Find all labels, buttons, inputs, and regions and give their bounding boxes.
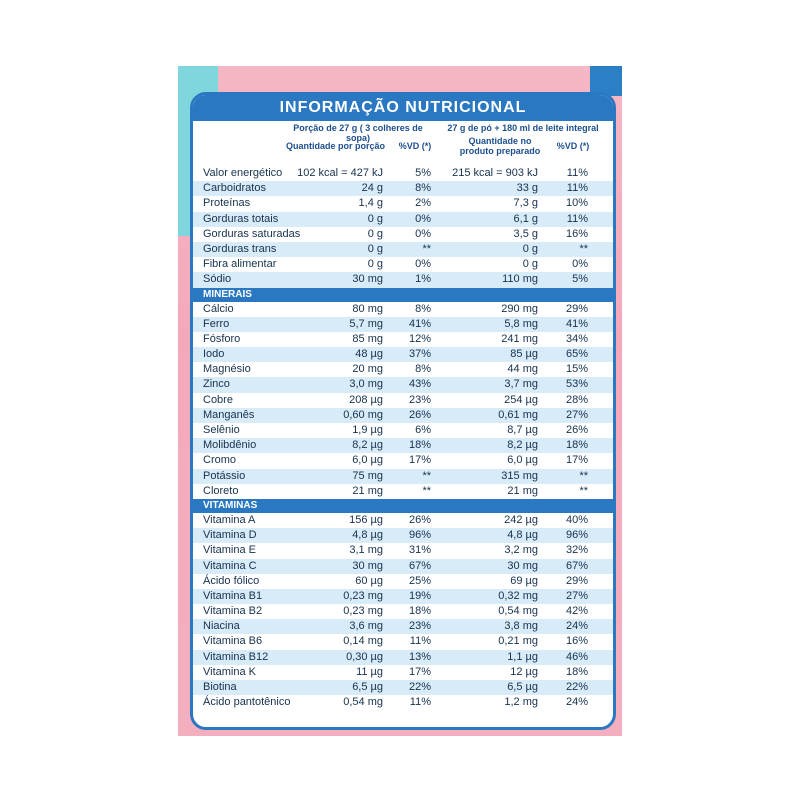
nutrient-row [193,680,613,695]
vd-prepared: 65% [565,348,588,361]
qty-per-portion: 48 µg [355,348,383,361]
nutrient-row [193,438,613,453]
nutrient-row [193,196,613,211]
qty-prepared: 3,8 mg [504,620,538,633]
qty-prepared: 5,8 mg [504,317,538,330]
nutrient-row [193,166,613,181]
nutrient-row [193,634,613,649]
qty-prepared: 4,8 µg [507,529,538,542]
vd-per-portion: 41% [408,317,431,330]
qty-per-portion: 6,0 µg [352,454,383,467]
vd2-heading: %VD (*) [556,141,590,151]
nutrient-row [193,393,613,408]
qty-prepared: 215 kcal = 903 kJ [452,167,538,179]
nutrient-name: Vitamina B2 [203,605,263,618]
qty-per-portion: 85 mg [352,332,383,345]
nutrient-name: Vitamina B12 [203,650,269,663]
vd-per-portion: 23% [408,620,431,633]
vd-prepared: 29% [565,574,588,587]
qty-per-portion: 3,6 mg [349,620,383,633]
vd-per-portion: 37% [408,348,431,361]
nutrient-name: Iodo [203,348,225,361]
vd-per-portion: 22% [408,681,431,693]
nutrient-name: Zinco [203,378,230,391]
nutrient-row [193,469,613,484]
vd-prepared: 53% [565,378,588,391]
vd-per-portion: 26% [408,513,431,526]
qty-prepared: 6,1 g [513,212,538,225]
nutrient-name: Fósforo [203,332,241,345]
nutrient-name: Vitamina B6 [203,635,263,648]
qty-prepared: 110 mg [502,273,538,286]
vd-prepared: 67% [565,559,588,572]
qty-per-portion: 102 kcal = 427 kJ [297,167,383,179]
nutrient-row [193,513,613,528]
qty-prepared: 3,2 mg [504,544,538,557]
nutrient-row [193,302,613,317]
nutrient-name: Carboidratos [203,182,266,195]
qty-per-portion: 60 µg [355,574,383,587]
qty-per-portion: 0,60 mg [343,408,383,421]
qty-per-portion: 0,54 mg [343,696,383,709]
nutrient-row [193,543,613,558]
nutrition-title: INFORMAÇÃO NUTRICIONAL [193,95,613,121]
vd-prepared: 10% [565,197,588,210]
qty-prepared: 290 mg [501,302,538,315]
nutrient-name: Gorduras trans [203,242,277,255]
qty-prepared: 241 mg [501,332,538,345]
nutrition-facts-panel [190,92,616,730]
nutrient-name: Biotina [203,681,237,693]
nutrient-row [193,589,613,604]
nutrient-name: Ferro [203,317,230,330]
section-heading: MINERAIS [193,288,613,302]
vd-per-portion: 8% [415,363,431,376]
qty-per-portion: 0,23 mg [343,589,383,602]
nutrient-name: Vitamina K [203,665,256,678]
nutrient-name: Potássio [203,469,246,482]
vd-per-portion: 17% [408,454,431,467]
nutrient-name: Gorduras totais [203,212,279,225]
vd-per-portion: 19% [408,589,431,602]
section-rows [193,302,613,499]
nutrient-name: Cloreto [203,484,239,497]
nutrient-row [193,257,613,272]
nutrient-name: Niacina [203,620,240,633]
vd-per-portion: ** [422,484,431,497]
vd-per-portion: 31% [408,544,431,557]
prepared-heading: 27 g de pó + 180 ml de leite integral [447,123,599,133]
qty-prepared: 69 µg [510,574,538,587]
qty-per-portion: 208 µg [349,393,383,406]
qty-per-portion: 20 mg [352,363,383,376]
nutrient-row [193,362,613,377]
vd-prepared: 40% [565,513,588,526]
vd-per-portion: 18% [408,439,431,452]
qty-prepared: 8,2 µg [507,439,538,452]
qty-prepared: 6,5 µg [507,681,538,693]
vd-prepared: 28% [565,393,588,406]
vd-prepared: 27% [565,589,588,602]
qty-prepared: 242 µg [504,513,538,526]
qty-per-portion: 0,23 mg [343,605,383,618]
qty-per-portion: 30 mg [352,273,383,286]
vd-prepared: 11% [566,182,588,195]
qty-prepared: 0 g [522,258,538,271]
section-heading: VITAMINAS [193,499,613,513]
vd-prepared: 11% [566,167,588,179]
vd-prepared: 0% [572,258,588,271]
vd-prepared: ** [579,484,588,497]
vd-per-portion: 26% [408,408,431,421]
vd-prepared: 24% [565,696,588,709]
qty-per-portion: 1,9 µg [352,424,383,436]
nutrient-row [193,242,613,257]
nutrient-row [193,665,613,680]
qty-per-portion: 75 mg [352,469,383,482]
nutrient-row [193,272,613,287]
qty-per-portion: 24 g [361,182,383,195]
qty-prepared: 0,21 mg [498,635,538,648]
vd-per-portion: 18% [408,605,431,618]
nutrient-name: Ácido fólico [203,574,260,587]
vd-per-portion: ** [422,242,431,255]
nutrient-name: Fibra alimentar [203,258,277,271]
portion-heading: Porção de 27 g ( 3 colheres de sopa) [293,123,423,143]
qty-per-portion: 0 g [367,258,383,271]
vd-per-portion: ** [422,469,431,482]
qty-prepared-heading: Quantidade no produto preparado [459,136,541,156]
vd-per-portion: 6% [415,424,431,436]
qty-prepared: 44 mg [507,363,538,376]
vd-prepared: 17% [565,454,588,467]
vd-per-portion: 23% [408,393,431,406]
qty-prepared: 7,3 g [513,197,538,210]
vd-prepared: 41% [565,317,588,330]
qty-per-portion: 0 g [367,227,383,240]
vd-per-portion: 96% [408,529,431,542]
vd-prepared: 27% [565,408,588,421]
nutrient-row [193,347,613,362]
qty-prepared: 3,5 g [513,227,538,240]
vd-prepared: 16% [565,227,588,240]
qty-per-portion: 3,0 mg [349,378,383,391]
vd-prepared: 16% [565,635,588,648]
qty-prepared: 6,0 µg [507,454,538,467]
nutrient-row [193,604,613,619]
nutrient-row [193,377,613,392]
nutrient-row [193,181,613,196]
nutrient-row [193,574,613,589]
qty-prepared: 3,7 mg [504,378,538,391]
vd-per-portion: 11% [409,696,431,709]
nutrient-name: Vitamina A [203,513,256,526]
qty-prepared: 30 mg [507,559,538,572]
vd-prepared: 24% [565,620,588,633]
vd-prepared: 18% [565,665,588,678]
qty-prepared: 1,1 µg [507,650,538,663]
qty-per-portion: 156 µg [349,513,383,526]
nutrient-name: Proteínas [203,197,251,210]
qty-portion-heading: Quantidade por porção [285,141,385,151]
nutrient-row [193,559,613,574]
vd-per-portion: 1% [415,273,431,286]
vd-per-portion: 12% [408,332,431,345]
nutrient-name: Valor energético [203,167,283,179]
nutrient-name: Manganês [203,408,255,421]
vd-per-portion: 8% [415,302,431,315]
vd-per-portion: 43% [408,378,431,391]
qty-prepared: 0 g [522,242,538,255]
nutrient-name: Vitamina D [203,529,257,542]
vd-per-portion: 17% [408,665,431,678]
qty-per-portion: 6,5 µg [352,681,383,693]
vd-per-portion: 5% [415,167,431,179]
qty-per-portion: 80 mg [352,302,383,315]
qty-prepared: 8,7 µg [507,424,538,436]
nutrient-row [193,650,613,665]
nutrient-row [193,408,613,423]
section-rows [193,166,613,288]
nutrient-row [193,695,613,710]
nutrient-name: Vitamina C [203,559,257,572]
vd-per-portion: 0% [415,212,431,225]
nutrient-name: Gorduras saturadas [203,227,301,240]
qty-per-portion: 4,8 µg [352,529,383,542]
nutrient-row [193,212,613,227]
vd-per-portion: 25% [408,574,431,587]
nutrient-name: Cobre [203,393,233,406]
nutrient-row [193,528,613,543]
vd-prepared: ** [579,242,588,255]
vd-prepared: 15% [565,363,588,376]
qty-per-portion: 30 mg [352,559,383,572]
nutrient-name: Vitamina E [203,544,256,557]
qty-prepared: 85 µg [510,348,538,361]
vd-per-portion: 13% [408,650,431,663]
table-header [193,121,613,166]
vd-prepared: 46% [565,650,588,663]
vd-per-portion: 8% [415,182,431,195]
qty-prepared: 315 mg [501,469,538,482]
nutrition-table [193,166,613,710]
nutrient-row [193,332,613,347]
qty-prepared: 33 g [516,182,538,195]
qty-per-portion: 1,4 g [358,197,383,210]
nutrient-row [193,423,613,438]
vd-per-portion: 11% [409,635,431,648]
nutrient-name: Cálcio [203,302,234,315]
nutrient-row [193,227,613,242]
qty-per-portion: 21 mg [352,484,383,497]
qty-per-portion: 5,7 mg [349,317,383,330]
vd-prepared: 11% [566,212,588,225]
nutrient-name: Ácido pantotênico [203,696,291,709]
nutrient-row [193,484,613,499]
vd-prepared: 29% [565,302,588,315]
nutrient-name: Cromo [203,454,237,467]
vd-per-portion: 0% [415,258,431,271]
vd1-heading: %VD (*) [398,141,432,151]
nutrient-name: Molibdênio [203,439,257,452]
qty-prepared: 0,61 mg [498,408,538,421]
vd-per-portion: 0% [415,227,431,240]
qty-per-portion: 3,1 mg [349,544,383,557]
qty-per-portion: 0 g [367,212,383,225]
vd-prepared: 26% [565,424,588,436]
vd-prepared: 5% [572,273,588,286]
vd-prepared: 32% [565,544,588,557]
qty-per-portion: 11 µg [356,665,383,678]
qty-prepared: 0,32 mg [498,589,538,602]
vd-prepared: 34% [565,332,588,345]
qty-per-portion: 0,14 mg [343,635,383,648]
qty-prepared: 1,2 mg [504,696,538,709]
nutrient-name: Sódio [203,273,232,286]
qty-prepared: 0,54 mg [498,605,538,618]
nutrient-name: Vitamina B1 [203,589,263,602]
qty-prepared: 21 mg [507,484,538,497]
vd-prepared: ** [579,469,588,482]
qty-prepared: 254 µg [504,393,538,406]
qty-per-portion: 8,2 µg [352,439,383,452]
nutrient-row [193,453,613,468]
vd-per-portion: 2% [415,197,431,210]
vd-prepared: 42% [565,605,588,618]
vd-prepared: 96% [565,529,588,542]
vd-per-portion: 67% [408,559,431,572]
qty-per-portion: 0,30 µg [346,650,383,663]
nutrient-row [193,317,613,332]
vd-prepared: 22% [565,681,588,693]
nutrient-name: Selênio [203,424,240,436]
qty-prepared: 12 µg [510,665,538,678]
nutrient-name: Magnésio [203,363,251,376]
vd-prepared: 18% [565,439,588,452]
section-rows [193,513,613,710]
qty-per-portion: 0 g [367,242,383,255]
nutrient-row [193,619,613,634]
